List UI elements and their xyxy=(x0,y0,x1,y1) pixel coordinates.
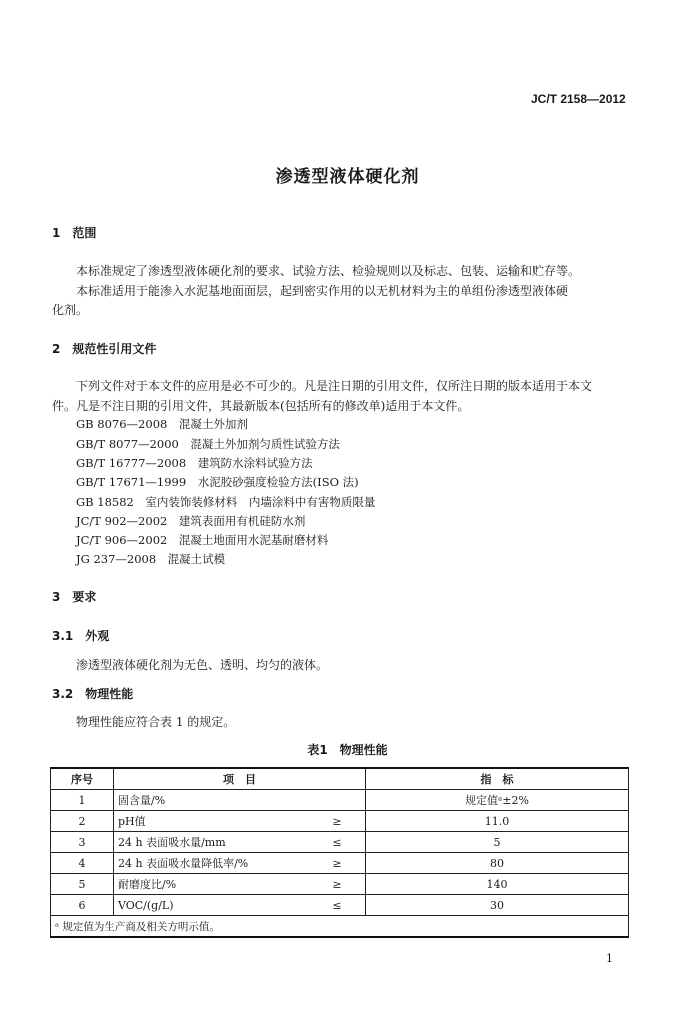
table-row xyxy=(51,874,629,895)
section-1-heading: 1 范围 xyxy=(52,226,97,240)
standard-number: JC/T 2158—2012 xyxy=(531,92,626,106)
section-2-paragraph-cont: 件。凡是不注日期的引用文件，其最新版本(包括所有的修改单)适用于本文件。 xyxy=(52,399,470,413)
reference-item: JC/T 906—2002 混凝土地面用水泥基耐磨材料 xyxy=(76,533,329,547)
cell-item: 固含量/% xyxy=(114,790,310,811)
reference-item: GB 18582 室内装饰装修材料 内墙涂料中有害物质限量 xyxy=(76,495,376,509)
reference-item: GB 8076—2008 混凝土外加剂 xyxy=(76,417,248,431)
cell-comparator: ≥ xyxy=(309,811,366,832)
section-2-paragraph: 下列文件对于本文件的应用是必不可少的。凡是注日期的引用文件，仅所注日期的版本适用于本文 xyxy=(76,379,593,393)
table-note-row xyxy=(51,916,629,938)
cell-item: pH值 xyxy=(114,811,310,832)
table-row xyxy=(51,811,629,832)
cell-item: 24 h 表面吸水量/mm xyxy=(114,832,310,853)
table-footnote: ᵃ 规定值为生产商及相关方明示值。 xyxy=(51,916,629,938)
section-3-heading: 3 要求 xyxy=(52,590,97,604)
table-row xyxy=(51,832,629,853)
cell-item: 24 h 表面吸水量降低率/% xyxy=(114,853,310,874)
section-2-heading: 2 规范性引用文件 xyxy=(52,342,157,356)
cell-value: 11.0 xyxy=(366,811,629,832)
cell-comparator xyxy=(309,790,366,811)
table-row xyxy=(51,895,629,916)
section-3-1-heading: 3.1 外观 xyxy=(52,629,110,643)
page-number: 1 xyxy=(606,952,613,965)
physical-properties-table xyxy=(50,767,629,938)
cell-value: 140 xyxy=(366,874,629,895)
section-3-2-heading: 3.2 物理性能 xyxy=(52,687,134,701)
section-3-2-text: 物理性能应符合表 1 的规定。 xyxy=(76,715,236,729)
cell-comparator: ≥ xyxy=(309,853,366,874)
reference-item: GB/T 8077—2000 混凝土外加剂匀质性试验方法 xyxy=(76,437,340,451)
cell-comparator: ≤ xyxy=(309,832,366,853)
cell-no: 2 xyxy=(51,811,114,832)
cell-no: 5 xyxy=(51,874,114,895)
cell-value: 规定值ᵃ±2% xyxy=(366,790,629,811)
cell-value: 30 xyxy=(366,895,629,916)
cell-value: 80 xyxy=(366,853,629,874)
section-1-paragraph-2-cont: 化剂。 xyxy=(52,303,89,317)
reference-item: JC/T 902—2002 建筑表面用有机硅防水剂 xyxy=(76,514,306,528)
cell-no: 1 xyxy=(51,790,114,811)
header-value: 指 标 xyxy=(366,768,629,790)
table-row xyxy=(51,790,629,811)
reference-item: GB/T 16777—2008 建筑防水涂料试验方法 xyxy=(76,456,313,470)
reference-item: GB/T 17671—1999 水泥胶砂强度检验方法(ISO 法) xyxy=(76,475,359,489)
cell-comparator: ≥ xyxy=(309,874,366,895)
cell-no: 3 xyxy=(51,832,114,853)
reference-item: JG 237—2008 混凝土试模 xyxy=(76,552,226,566)
cell-value: 5 xyxy=(366,832,629,853)
header-no: 序号 xyxy=(51,768,114,790)
cell-item: VOC/(g/L) xyxy=(114,895,310,916)
document-title: 渗透型液体硬化剂 xyxy=(275,167,420,187)
table-caption: 表1 物理性能 xyxy=(307,743,388,757)
header-item: 项 目 xyxy=(114,768,366,790)
section-3-1-text: 渗透型液体硬化剂为无色、透明、均匀的液体。 xyxy=(76,658,329,672)
section-1-paragraph-1: 本标准规定了渗透型液体硬化剂的要求、试验方法、检验规则以及标志、包装、运输和贮存等。 xyxy=(76,264,581,278)
section-1-paragraph-2: 本标准适用于能渗入水泥基地面面层，起到密实作用的以无机材料为主的单组份渗透型液体硬 xyxy=(76,284,569,298)
cell-no: 6 xyxy=(51,895,114,916)
cell-item: 耐磨度比/% xyxy=(114,874,310,895)
cell-comparator: ≤ xyxy=(309,895,366,916)
table-row xyxy=(51,853,629,874)
table-header-row xyxy=(51,768,629,790)
cell-no: 4 xyxy=(51,853,114,874)
